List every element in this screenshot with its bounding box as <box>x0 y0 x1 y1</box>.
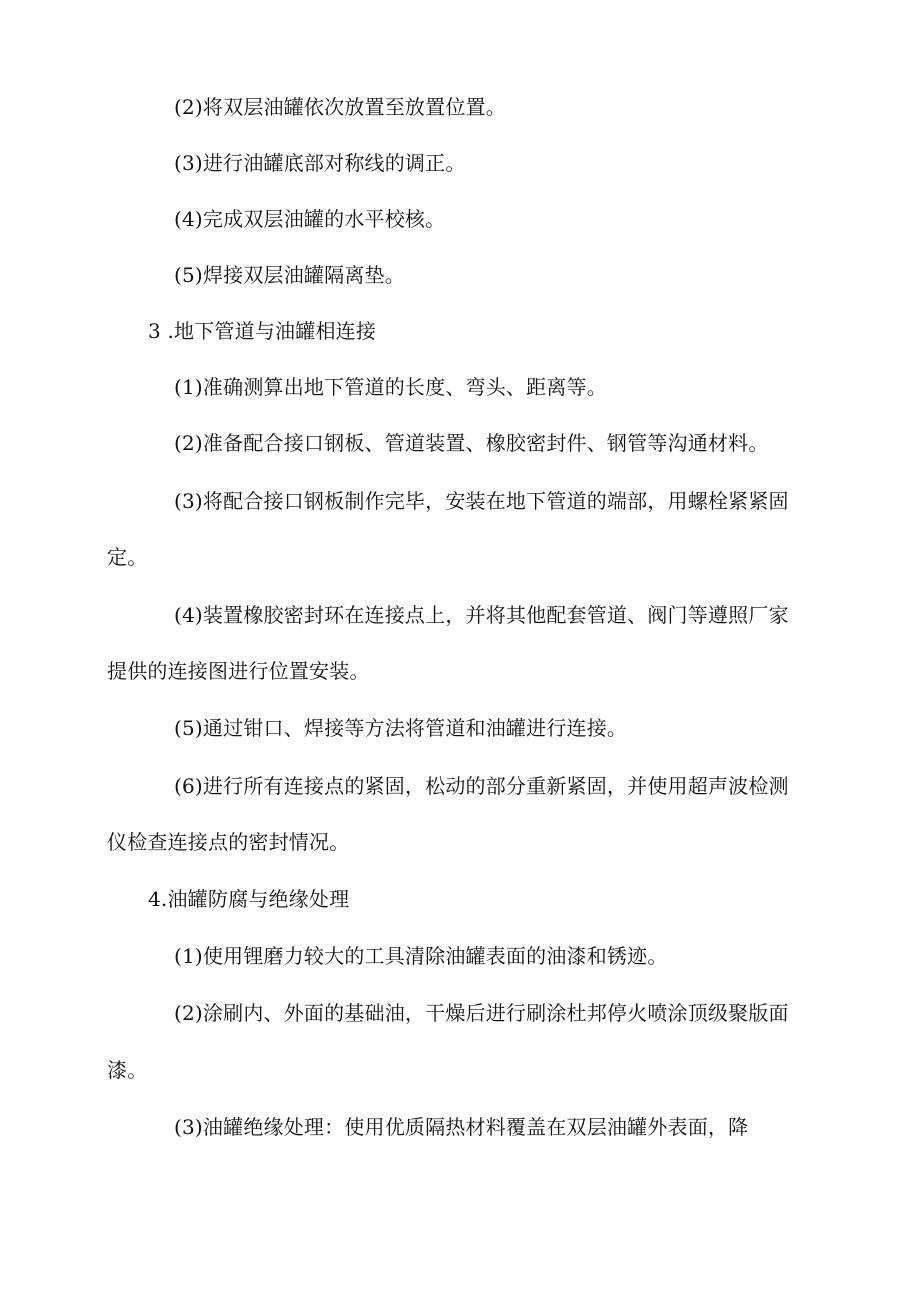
paragraph-step-5-weld-spacer: (5)焊接双层油罐隔离垫。 <box>174 263 405 287</box>
paragraph-s4-step-2-line-1: (2)涂刷内、外面的基础油，干燥后进行刷涂杜邦停火喷涂顶级聚版面 <box>174 1001 789 1025</box>
paragraph-s3-step-2: (2)准备配合接口钢板、管道装置、橡胶密封件、钢管等沟通材料。 <box>174 431 769 455</box>
paragraph-s3-step-1: (1)准确测算出地下管道的长度、弯头、距离等。 <box>174 375 607 399</box>
paragraph-s3-step-3-line-1: (3)将配合接口钢板制作完毕，安装在地下管道的端部，用螺栓紧紧固 <box>174 489 789 513</box>
paragraph-step-4-level-check: (4)完成双层油罐的水平校核。 <box>174 207 446 231</box>
paragraph-step-3-adjust-symmetry: (3)进行油罐底部对称线的调正。 <box>174 151 466 175</box>
section-heading-4: 4.油罐防腐与绝缘处理 <box>148 887 350 911</box>
paragraph-s3-step-4-line-1: (4)装置橡胶密封环在连接点上，并将其他配套管道、阀门等遵照厂家 <box>174 603 789 627</box>
paragraph-s3-step-6-line-1: (6)进行所有连接点的紧固，松动的部分重新紧固，并使用超声波检测 <box>174 774 789 798</box>
paragraph-s4-step-1: (1)使用锂磨力较大的工具清除油罐表面的油漆和锈迹。 <box>174 944 668 968</box>
paragraph-step-2-place-tanks: (2)将双层油罐依次放置至放置位置。 <box>174 95 506 119</box>
paragraph-s3-step-6-line-2: 仪检查连接点的密封情况。 <box>107 830 350 854</box>
section-heading-3: 3 .地下管道与油罐相连接 <box>148 319 377 343</box>
paragraph-s3-step-3-line-2: 定。 <box>107 545 148 569</box>
paragraph-s3-step-5: (5)通过钳口、焊接等方法将管道和油罐进行连接。 <box>174 716 628 740</box>
paragraph-s3-step-4-line-2: 提供的连接图进行位置安装。 <box>107 659 370 683</box>
paragraph-s4-step-2-line-2: 漆。 <box>107 1058 148 1082</box>
paragraph-s4-step-3: (3)油罐绝缘处理：使用优质隔热材料覆盖在双层油罐外表面，降 <box>174 1115 749 1139</box>
